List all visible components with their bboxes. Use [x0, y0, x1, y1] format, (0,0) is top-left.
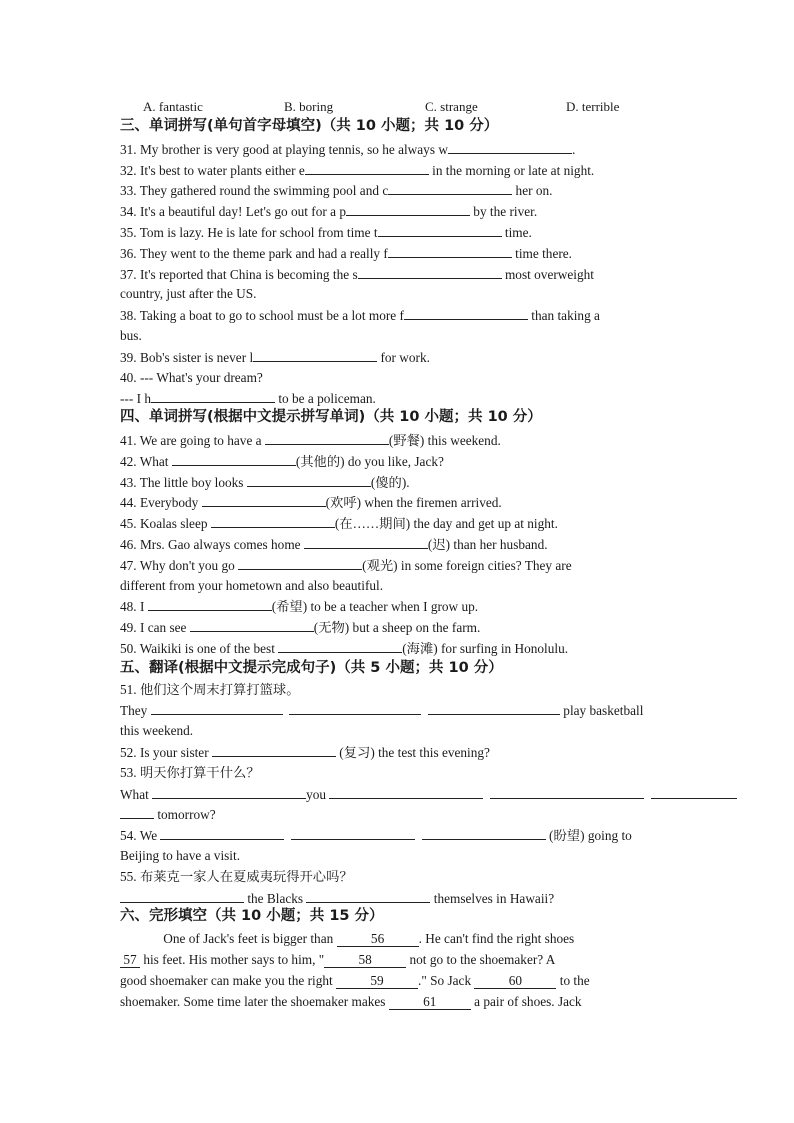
question-40: 40. --- What's your dream?: [120, 370, 263, 385]
option-a: A. fantastic: [143, 99, 203, 114]
cloze-blank-59[interactable]: 59: [336, 974, 418, 989]
question-39: 39. Bob's sister is never l for work.: [120, 350, 430, 365]
question-37: 37. It's reported that China is becoming the s most overweight: [120, 267, 594, 282]
answer-blank[interactable]: [358, 265, 502, 279]
answer-blank[interactable]: [202, 493, 326, 507]
answer-blank[interactable]: [378, 223, 502, 237]
answer-blank[interactable]: [278, 639, 402, 653]
answer-blank[interactable]: [329, 785, 483, 799]
question-46: 46. Mrs. Gao always comes home (迟) than her husband.: [120, 537, 548, 552]
answer-blank[interactable]: [120, 889, 244, 903]
section-5-heading: 五、翻译(根据中文提示完成句子)（共 5 小题；共 10 分）: [120, 660, 503, 676]
answer-blank[interactable]: [152, 785, 306, 799]
question-48: 48. I (希望) to be a teacher when I grow up.: [120, 599, 479, 614]
answer-blank[interactable]: [120, 805, 154, 819]
answer-blank[interactable]: [151, 389, 275, 403]
question-51-chinese: 51. 他们这个周末打算打篮球。: [120, 682, 300, 697]
question-54: 54. We (盼望) going to: [120, 828, 632, 843]
answer-blank[interactable]: [289, 701, 421, 715]
question-36: 36. They went to the theme park and had a really f time there.: [120, 246, 573, 261]
answer-blank[interactable]: [172, 452, 296, 466]
question-53-chinese: 53. 明天你打算干什么？: [120, 765, 260, 780]
question-55: the Blacks themselves in Hawaii?: [120, 889, 680, 908]
question-33: 33. They gathered round the swimming pool and c her on.: [120, 183, 553, 198]
question-43: 43. The little boy looks (傻的).: [120, 475, 410, 490]
section-3-heading: 三、单词拼写(单句首字母填空)（共 10 小题；共 10 分）: [120, 118, 499, 134]
question-50: 50. Waikiki is one of the best (海滩) for surfing in Honolulu.: [120, 641, 569, 656]
answer-blank[interactable]: [291, 826, 415, 840]
question-47-continued: different from your hometown and also beautiful.: [120, 578, 384, 593]
question-49: 49. I can see (无物) but a sheep on the farm.: [120, 620, 481, 635]
cloze-blank-61[interactable]: 61: [389, 995, 471, 1010]
answer-blank[interactable]: [428, 701, 560, 715]
question-34: 34. It's a beautiful day! Let's go out for a p by the river.: [120, 204, 538, 219]
question-31: 31. My brother is very good at playing tennis, so he always w .: [120, 142, 576, 157]
answer-blank[interactable]: [190, 618, 314, 632]
section-6-heading: 六、完形填空（共 10 小题；共 15 分）: [120, 908, 384, 924]
question-41: 41. We are going to have a (野餐) this weekend.: [120, 433, 501, 448]
answer-blank[interactable]: [160, 826, 284, 840]
answer-blank[interactable]: [388, 244, 512, 258]
answer-blank[interactable]: [148, 597, 272, 611]
cloze-line-3: good shoemaker can make you the right 59 ." So Jack 60 to the: [120, 973, 590, 988]
cloze-blank-56[interactable]: 56: [337, 932, 419, 947]
question-47: 47. Why don't you go (观光) in some foreign cities? They are: [120, 558, 572, 573]
answer-blank[interactable]: [306, 889, 430, 903]
question-37-continued: country, just after the US.: [120, 286, 257, 301]
cloze-line-2: 57 his feet. His mother says to him, " 58 not go to the shoemaker? A: [120, 951, 680, 969]
answer-blank[interactable]: [247, 473, 371, 487]
option-d: D. terrible: [566, 99, 620, 114]
question-38-continued: bus.: [120, 328, 142, 343]
section-4-heading: 四、单词拼写(根据中文提示拼写单词)（共 10 小题；共 10 分）: [120, 409, 542, 425]
answer-blank[interactable]: [304, 535, 428, 549]
cloze-line-4: shoemaker. Some time later the shoemaker makes 61 a pair of shoes. Jack: [120, 994, 582, 1009]
answer-blank[interactable]: [346, 202, 470, 216]
cloze-blank-60[interactable]: 60: [474, 974, 556, 989]
answer-blank[interactable]: [388, 181, 512, 195]
question-35: 35. Tom is lazy. He is late for school from time t time.: [120, 225, 532, 240]
option-b: B. boring: [284, 99, 334, 114]
question-51: They play basketball: [120, 703, 644, 718]
answer-blank[interactable]: [651, 785, 737, 799]
answer-blank[interactable]: [404, 306, 528, 320]
answer-blank[interactable]: [490, 785, 644, 799]
question-53-continued: tomorrow?: [120, 805, 680, 824]
answer-blank[interactable]: [422, 826, 546, 840]
answer-blank[interactable]: [211, 514, 335, 528]
question-54-continued: Beijing to have a visit.: [120, 848, 241, 863]
answer-blank[interactable]: [212, 743, 336, 757]
question-32: 32. It's best to water plants either e in the morning or late at night.: [120, 163, 595, 178]
answer-blank[interactable]: [238, 556, 362, 570]
question-45: 45. Koalas sleep (在……期间) the day and get up at night.: [120, 516, 558, 531]
answer-blank[interactable]: [253, 348, 377, 362]
answer-blank[interactable]: [265, 431, 389, 445]
question-42: 42. What (其他的) do you like, Jack?: [120, 454, 444, 469]
question-44: 44. Everybody (欢呼) when the firemen arrived.: [120, 495, 502, 510]
question-55-chinese: 55. 布莱克一家人在夏威夷玩得开心吗？: [120, 869, 353, 884]
answer-blank[interactable]: [151, 701, 283, 715]
question-53: What you: [120, 785, 780, 804]
question-40-answer-line: --- I h to be a policeman.: [120, 391, 376, 406]
answer-blank[interactable]: [448, 140, 572, 154]
question-52: 52. Is your sister (复习) the test this evening?: [120, 745, 490, 760]
option-c: C. strange: [425, 99, 478, 114]
cloze-line-1: One of Jack's feet is bigger than 56 . He can't find the right shoes: [163, 931, 575, 946]
cloze-blank-57[interactable]: 57: [120, 953, 140, 968]
answer-blank[interactable]: [305, 161, 429, 175]
question-51-continued: this weekend.: [120, 723, 194, 738]
cloze-blank-58[interactable]: 58: [324, 953, 406, 968]
question-38: 38. Taking a boat to go to school must be a lot more f than taking a: [120, 308, 600, 323]
